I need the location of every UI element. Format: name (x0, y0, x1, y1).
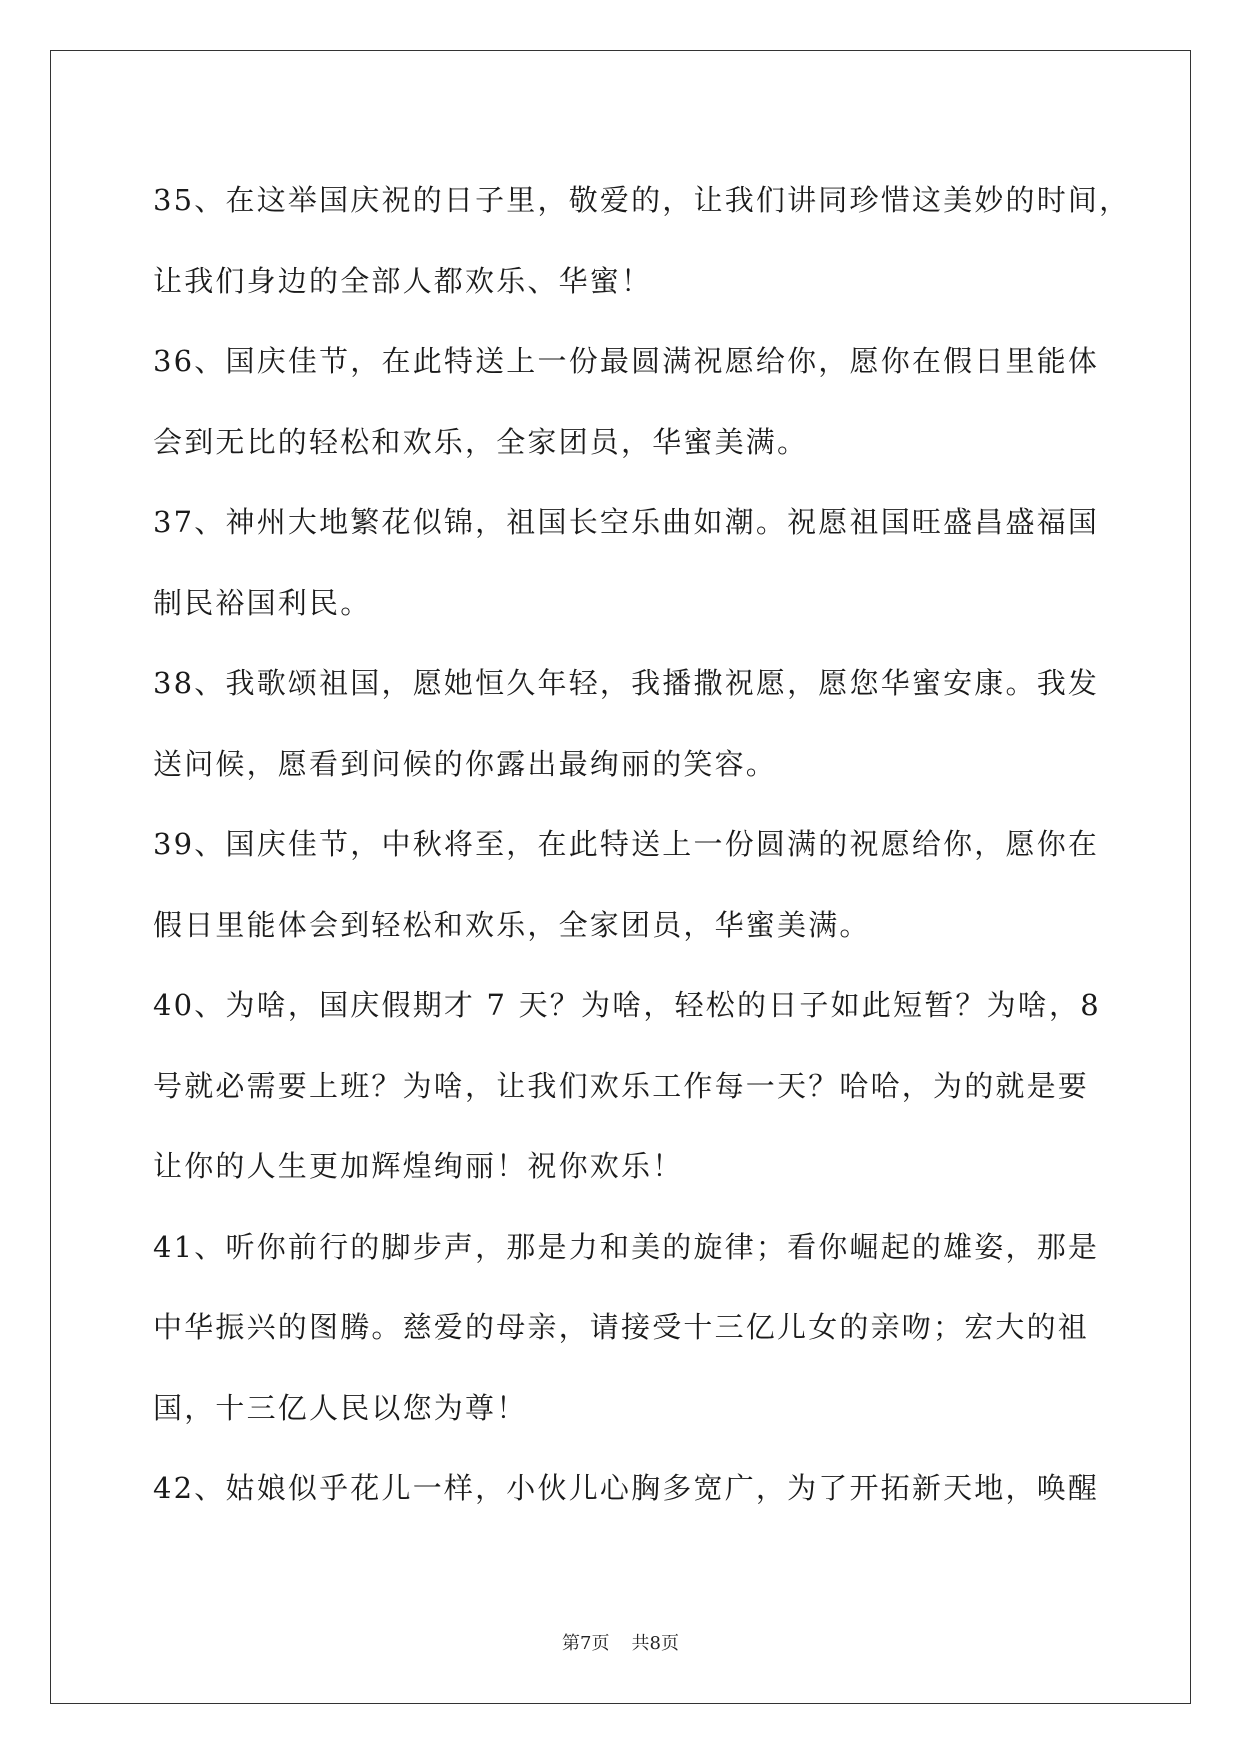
text-line: 42、姑娘似乎花儿一样，小伙儿心胸多宽广，为了开拓新天地，唤醒 (153, 1471, 1100, 1505)
page-footer (0, 1629, 1241, 1655)
text-line: 国，十三亿人民以您为尊！ (153, 1390, 528, 1425)
text-line: 制民裕国利民。 (153, 585, 372, 620)
text-line: 41、听你前行的脚步声，那是力和美的旋律；看你崛起的雄姿，那是 (153, 1229, 1100, 1264)
text-line: 号就必需要上班？为啥，让我们欢乐工作每一天？哈哈，为的就是要 (153, 1068, 1090, 1103)
text-line: 送问候，愿看到问候的你露出最绚丽的笑容。 (153, 746, 778, 781)
text-line: 让你的人生更加辉煌绚丽！祝你欢乐！ (153, 1149, 684, 1183)
text-line: 让我们身边的全部人都欢乐、华蜜！ (153, 263, 653, 298)
text-line: 38、我歌颂祖国，愿她恒久年轻，我播撒祝愿，愿您华蜜安康。我发 (153, 666, 1100, 700)
text-line: 36、国庆佳节，在此特送上一份最圆满祝愿给你，愿你在假日里能体 (153, 344, 1100, 378)
document-body (153, 160, 1131, 1529)
text-line: 中华振兴的图腾。慈爱的母亲，请接受十三亿儿女的亲吻；宏大的祖 (153, 1310, 1090, 1344)
text-line: 39、国庆佳节，中秋将至，在此特送上一份圆满的祝愿给你，愿你在 (153, 827, 1100, 861)
text-line: 37、神州大地繁花似锦，祖国长空乐曲如潮。祝愿祖国旺盛昌盛福国 (153, 505, 1100, 539)
text-line: 假日里能体会到轻松和欢乐，全家团员，华蜜美满。 (153, 907, 871, 942)
text-line: 40、为啥，国庆假期才 7 天？为啥，轻松的日子如此短暂？为啥，8 (153, 988, 1101, 1022)
page-number-total: 共8页 (631, 1633, 679, 1654)
text-line: 会到无比的轻松和欢乐，全家团员，华蜜美满。 (153, 424, 809, 459)
page-number-current: 第7页 (562, 1633, 610, 1654)
text-line: 35、在这举国庆祝的日子里，敬爱的，让我们讲同珍惜这美妙的时间， (153, 183, 1131, 217)
